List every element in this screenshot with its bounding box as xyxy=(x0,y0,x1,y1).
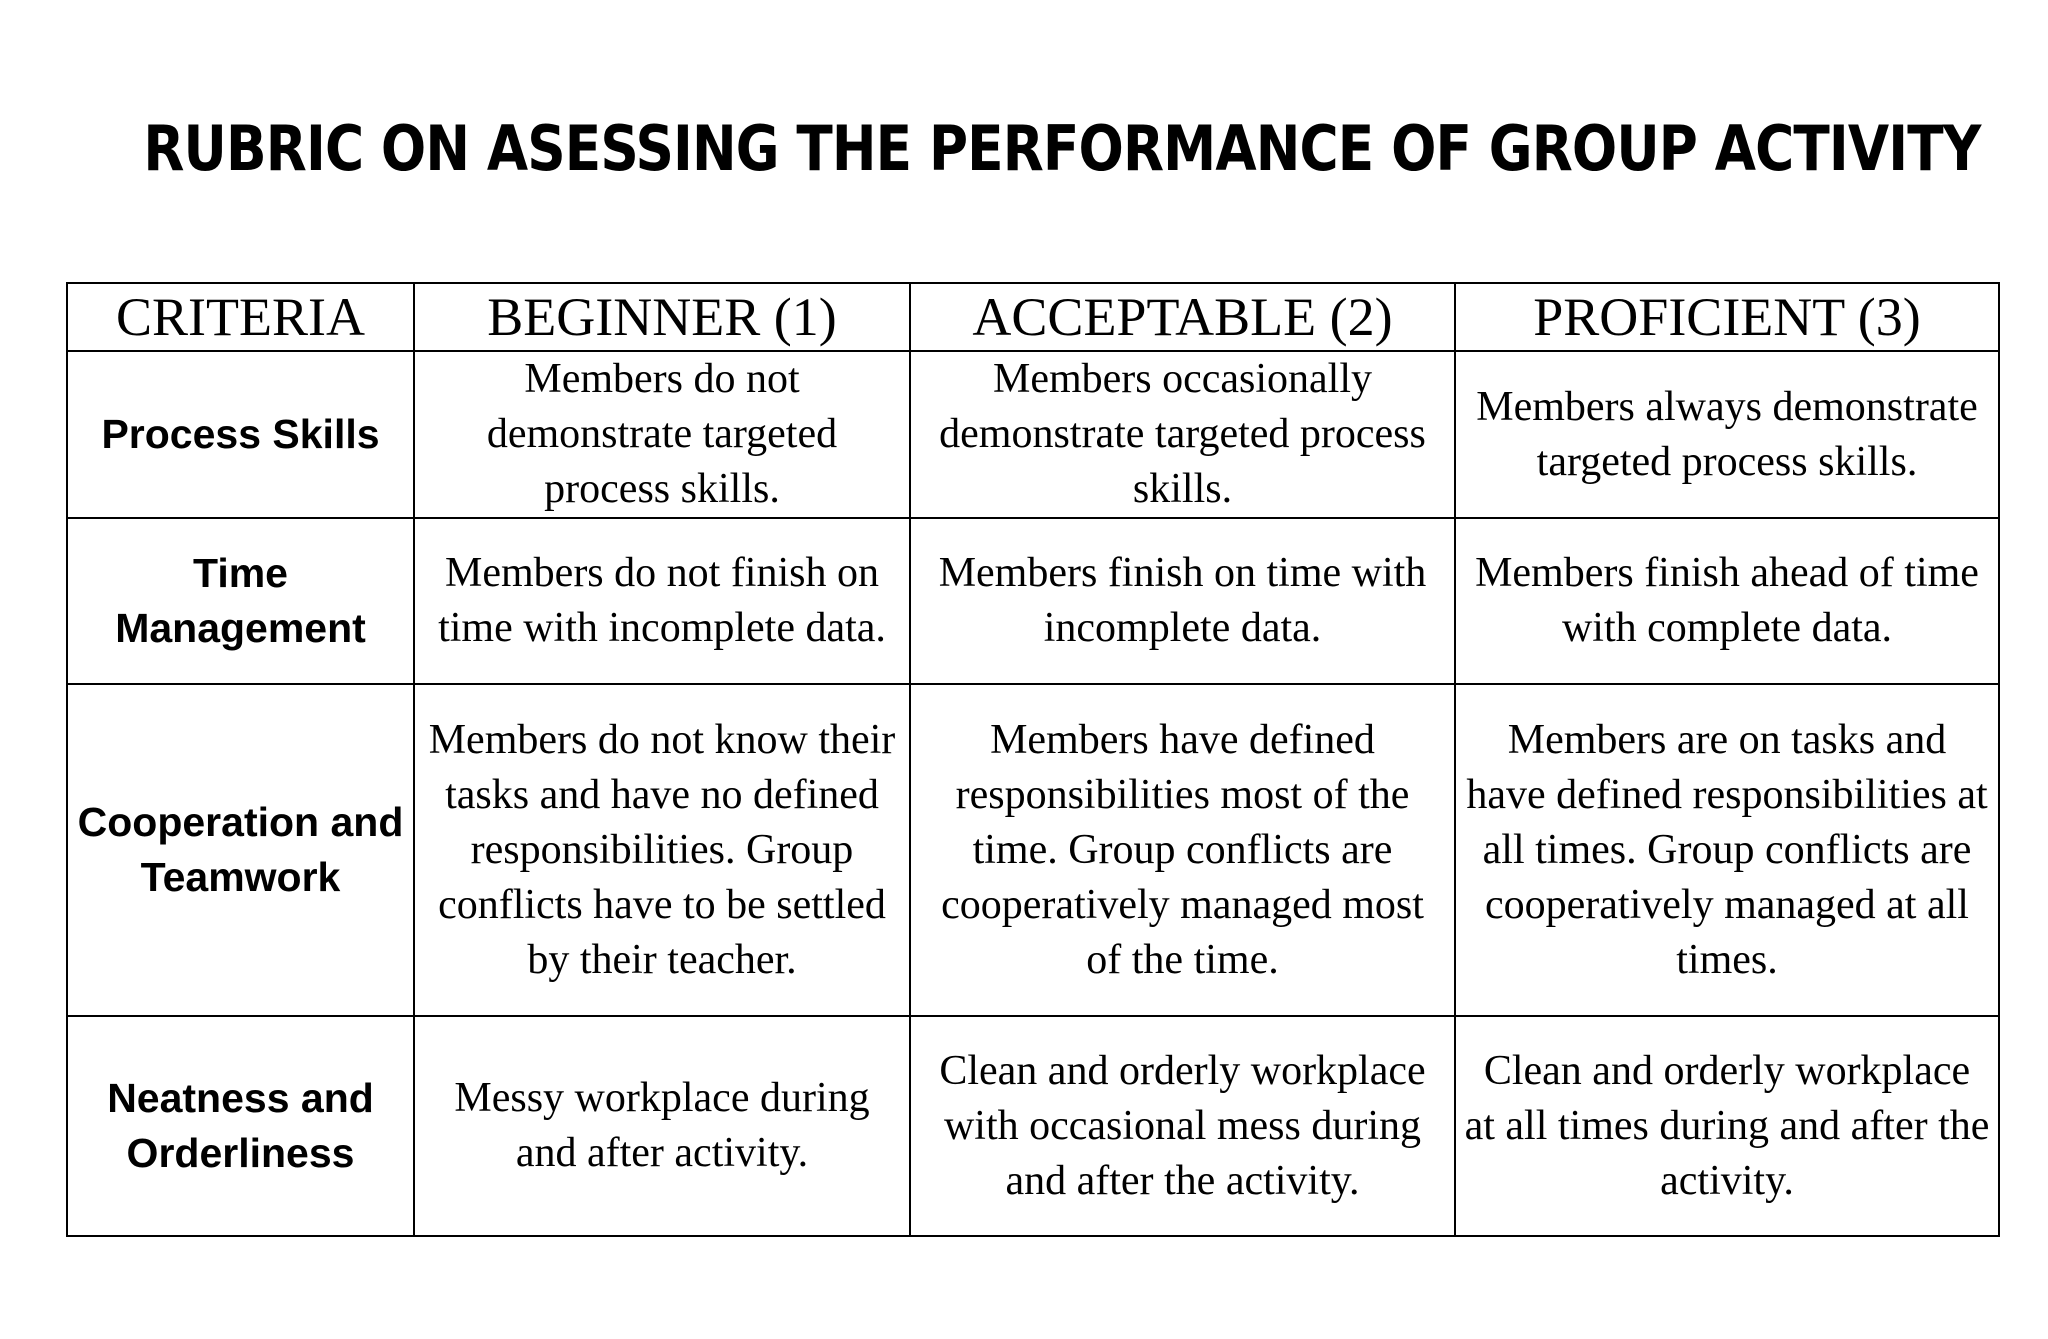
header-row xyxy=(67,283,1999,351)
table-row xyxy=(67,684,1999,1016)
table-row xyxy=(67,518,1999,684)
beginner-cell: Members do not demonstrate targeted process skills. xyxy=(414,351,910,518)
table-row xyxy=(67,351,1999,518)
header-acceptable: ACCEPTABLE (2) xyxy=(910,283,1455,351)
acceptable-cell: Members occasionally demonstrate targeted process skills. xyxy=(910,351,1455,518)
acceptable-cell: Members finish on time with incomplete data. xyxy=(910,518,1455,684)
table-row xyxy=(67,1016,1999,1236)
acceptable-cell: Clean and orderly workplace with occasional mess during and after the activity. xyxy=(910,1016,1455,1236)
acceptable-cell: Members have defined responsibilities most of the time. Group conflicts are cooperatively managed most of the time. xyxy=(910,684,1455,1016)
beginner-cell: Messy workplace during and after activity. xyxy=(414,1016,910,1236)
proficient-cell: Members are on tasks and have defined responsibilities at all times. Group conflicts are cooperatively managed at all times. xyxy=(1455,684,1999,1016)
criterion-cell: Process Skills xyxy=(67,351,414,518)
header-proficient: PROFICIENT (3) xyxy=(1455,283,1999,351)
page-title: RUBRIC ON ASESSING THE PERFORMANCE OF GROUP ACTIVITY xyxy=(143,112,1981,185)
proficient-cell: Members always demonstrate targeted process skills. xyxy=(1455,351,1999,518)
proficient-cell: Members finish ahead of time with complete data. xyxy=(1455,518,1999,684)
header-beginner: BEGINNER (1) xyxy=(414,283,910,351)
criterion-cell: Cooperation and Teamwork xyxy=(67,684,414,1016)
beginner-cell: Members do not know their tasks and have no defined responsibilities. Group conflicts have to be settled by their teacher. xyxy=(414,684,910,1016)
proficient-cell: Clean and orderly workplace at all times during and after the activity. xyxy=(1455,1016,1999,1236)
beginner-cell: Members do not finish on time with incomplete data. xyxy=(414,518,910,684)
criterion-cell: Neatness and Orderliness xyxy=(67,1016,414,1236)
header-criteria: CRITERIA xyxy=(67,283,414,351)
rubric-table xyxy=(66,282,2000,1237)
criterion-cell: Time Management xyxy=(67,518,414,684)
